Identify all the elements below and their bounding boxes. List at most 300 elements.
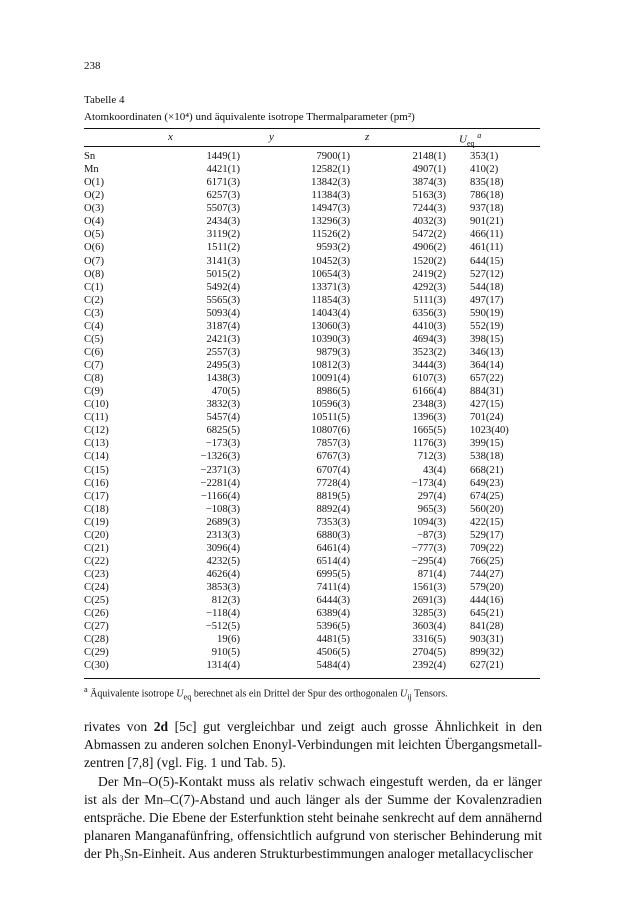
footnote-symbol2: U: [399, 688, 408, 700]
table-row: [84, 268, 540, 281]
ueq-cell-text: 529(17): [470, 529, 504, 541]
z-coordinate-cell-text: −295(4): [411, 555, 446, 567]
footnote-marker: a: [84, 685, 88, 694]
table-footnote: [84, 685, 448, 701]
y-coordinate-cell-text: 13296(3): [311, 216, 350, 228]
atom-label-cell-text: O(4): [84, 216, 105, 228]
y-coordinate-cell-text: 13371(3): [311, 281, 350, 293]
atom-label-cell-text: C(17): [84, 490, 109, 502]
atom-label-cell: [84, 633, 146, 646]
y-coordinate-cell-text: 6444(3): [316, 595, 350, 607]
atom-label-cell-text: C(13): [84, 438, 109, 450]
x-coordinate-cell-text: −108(3): [205, 503, 240, 515]
ueq-cell-text: 552(19): [470, 320, 504, 332]
y-coordinate-cell: [240, 150, 350, 163]
z-coordinate-cell: [350, 464, 446, 477]
ueq-cell-text: 644(15): [470, 255, 504, 267]
table-row: [84, 594, 540, 607]
x-coordinate-cell-text: 6171(3): [206, 177, 240, 189]
x-coordinate-cell: [146, 372, 240, 385]
atom-label-cell-text: C(15): [84, 464, 109, 476]
y-coordinate-cell-text: 8986(5): [316, 386, 350, 398]
atom-label-cell: [84, 359, 146, 372]
ueq-cell-text: 709(22): [470, 542, 504, 554]
z-coordinate-cell-text: 6166(4): [412, 386, 446, 398]
y-coordinate-cell: [240, 464, 350, 477]
z-coordinate-cell-text: 3523(2): [412, 346, 446, 358]
table-row: [84, 490, 540, 503]
z-coordinate-cell: [350, 542, 446, 555]
y-coordinate-cell-text: 4481(5): [316, 634, 350, 646]
z-coordinate-cell: [350, 424, 446, 437]
ueq-cell-text: 835(18): [470, 177, 504, 189]
ueq-cell-text: 497(17): [470, 294, 504, 306]
x-coordinate-cell: [146, 333, 240, 346]
z-coordinate-cell: [350, 581, 446, 594]
table-row: [84, 307, 540, 320]
atom-label-cell: [84, 398, 146, 411]
table-top-rule: [84, 128, 540, 129]
paragraph-2: Der Mn–O(5)-Kontakt muss als relativ schwach eingestuft werden, da er länger ist als der Mn–C(7)-Abstand und auch länger als der Summe der Kovalenzradien entspräche. Die Ebene der Esterfunktion steht beinahe senkrecht auf dem annähernd planaren Manganafünfring, offensichtlich aufgrund von sterischer Behinderung mit der Ph₃Sn-Einheit. Aus anderen Strukturbestimmungen analoger metallacyclischer: [84, 773, 542, 862]
table-row: [84, 607, 540, 620]
z-coordinate-cell: [350, 176, 446, 189]
table-row: [84, 241, 540, 254]
x-coordinate-cell: [146, 490, 240, 503]
y-coordinate-cell-text: 10596(3): [311, 399, 350, 411]
x-coordinate-cell: [146, 633, 240, 646]
y-coordinate-cell-text: 12582(1): [311, 164, 350, 176]
y-coordinate-cell: [240, 241, 350, 254]
x-coordinate-cell: [146, 320, 240, 333]
atom-label-cell-text: C(20): [84, 529, 109, 541]
x-coordinate-cell: [146, 607, 240, 620]
y-coordinate-cell-text: 10091(4): [311, 373, 350, 385]
z-coordinate-cell-text: −777(3): [411, 542, 446, 554]
x-coordinate-cell: [146, 437, 240, 450]
z-coordinate-cell: [350, 437, 446, 450]
ueq-cell-text: 560(20): [470, 503, 504, 515]
atom-label-cell: [84, 320, 146, 333]
table-row: [84, 202, 540, 215]
table-row: [84, 464, 540, 477]
ueq-cell: [446, 163, 540, 176]
y-coordinate-cell-text: 11526(2): [311, 229, 350, 241]
x-coordinate-cell-text: 5015(2): [206, 268, 240, 280]
atom-label-cell-text: C(22): [84, 555, 109, 567]
y-coordinate-cell: [240, 346, 350, 359]
x-coordinate-cell-text: −2371(3): [200, 464, 240, 476]
ueq-cell: [446, 215, 540, 228]
table-row: [84, 281, 540, 294]
atom-label-cell: [84, 581, 146, 594]
y-coordinate-cell: [240, 503, 350, 516]
ueq-cell-text: 538(18): [470, 451, 504, 463]
x-coordinate-cell-text: 19(6): [217, 634, 240, 646]
y-coordinate-cell-text: 6767(3): [316, 451, 350, 463]
ueq-cell-text: 461(11): [470, 242, 504, 254]
z-coordinate-cell: [350, 620, 446, 633]
ueq-cell: [446, 359, 540, 372]
z-coordinate-cell: [350, 398, 446, 411]
x-coordinate-cell: [146, 359, 240, 372]
y-coordinate-cell-text: 7728(4): [316, 477, 350, 489]
y-coordinate-cell-text: 7353(3): [316, 516, 350, 528]
ueq-cell: [446, 346, 540, 359]
y-coordinate-cell-text: 13060(3): [311, 320, 350, 332]
atom-label-cell: [84, 241, 146, 254]
y-coordinate-cell: [240, 333, 350, 346]
table-row: [84, 320, 540, 333]
table-header-rule: [84, 146, 540, 147]
footnote-symbol-sub: eq: [183, 692, 192, 702]
z-coordinate-cell-text: 1665(5): [412, 425, 446, 437]
z-coordinate-cell-text: 4410(3): [412, 320, 446, 332]
z-coordinate-cell: [350, 163, 446, 176]
table-row: [84, 176, 540, 189]
column-header-x: x: [168, 131, 173, 143]
z-coordinate-cell-text: 712(3): [417, 451, 446, 463]
x-coordinate-cell: [146, 450, 240, 463]
ueq-cell: [446, 568, 540, 581]
y-coordinate-cell: [240, 202, 350, 215]
z-coordinate-cell: [350, 281, 446, 294]
x-coordinate-cell: [146, 529, 240, 542]
ueq-cell: [446, 281, 540, 294]
y-coordinate-cell: [240, 281, 350, 294]
ueq-cell-text: 841(28): [470, 621, 504, 633]
y-coordinate-cell-text: 6880(3): [316, 529, 350, 541]
atom-label-cell: [84, 163, 146, 176]
ueq-cell: [446, 372, 540, 385]
z-coordinate-cell: [350, 372, 446, 385]
y-coordinate-cell-text: 7900(1): [316, 151, 350, 162]
x-coordinate-cell-text: 5565(3): [206, 294, 240, 306]
x-coordinate-cell: [146, 215, 240, 228]
footnote-text-after: Tensors.: [411, 688, 448, 700]
table-row: [84, 424, 540, 437]
z-coordinate-cell-text: 1561(3): [412, 582, 446, 594]
paragraph-1: [84, 718, 542, 773]
paragraph-1-part2: [5c] gut vergleichbar und zeigt auch grosse Ähnlichkeit in den Abmassen zu anderen solchen Enonyl-Verbindungen mit leichten Übergangsmetall-zentren [7,8] (vgl. Fig. 1 und Tab. 5).: [84, 719, 542, 771]
page-number: 238: [84, 60, 101, 72]
z-coordinate-cell: [350, 150, 446, 163]
x-coordinate-cell: [146, 241, 240, 254]
atom-label-cell-text: C(2): [84, 294, 104, 306]
z-coordinate-cell: [350, 411, 446, 424]
atom-label-cell-text: C(24): [84, 582, 109, 594]
x-coordinate-cell-text: 4421(1): [206, 164, 240, 176]
x-coordinate-cell: [146, 398, 240, 411]
z-coordinate-cell: [350, 529, 446, 542]
ueq-cell: [446, 228, 540, 241]
z-coordinate-cell: [350, 294, 446, 307]
atom-label-cell: [84, 372, 146, 385]
x-coordinate-cell: [146, 581, 240, 594]
x-coordinate-cell: [146, 228, 240, 241]
z-coordinate-cell-text: 7244(3): [412, 203, 446, 215]
atom-label-cell-text: C(19): [84, 516, 109, 528]
x-coordinate-cell: [146, 646, 240, 659]
table-row: [84, 437, 540, 450]
atom-label-cell: [84, 307, 146, 320]
ueq-cell: [446, 503, 540, 516]
atom-label-cell: [84, 450, 146, 463]
z-coordinate-cell: [350, 633, 446, 646]
x-coordinate-cell-text: 4232(5): [206, 555, 240, 567]
table-bottom-rule: [84, 678, 540, 679]
x-coordinate-cell: [146, 555, 240, 568]
x-coordinate-cell: [146, 503, 240, 516]
table-row: [84, 333, 540, 346]
x-coordinate-cell: [146, 281, 240, 294]
footnote-symbol2-sub: ij: [407, 692, 412, 702]
x-coordinate-cell-text: 2434(3): [206, 216, 240, 228]
y-coordinate-cell-text: 6514(4): [316, 555, 350, 567]
y-coordinate-cell: [240, 542, 350, 555]
z-coordinate-cell: [350, 450, 446, 463]
x-coordinate-cell-text: 6257(3): [206, 190, 240, 202]
z-coordinate-cell-text: −87(3): [417, 529, 446, 541]
y-coordinate-cell: [240, 490, 350, 503]
table-row: [84, 503, 540, 516]
ueq-cell: [446, 189, 540, 202]
ueq-cell-text: 1023(40): [470, 425, 509, 437]
ueq-cell-text: 884(31): [470, 386, 504, 398]
ueq-cell-text: 544(18): [470, 281, 504, 293]
ueq-cell: [446, 176, 540, 189]
table-row: [84, 346, 540, 359]
ueq-cell-text: 766(25): [470, 555, 504, 567]
ueq-subscript: eq: [466, 138, 475, 148]
atom-label-cell-text: C(21): [84, 542, 109, 554]
y-coordinate-cell: [240, 228, 350, 241]
atom-label-cell: [84, 202, 146, 215]
atom-label-cell: [84, 281, 146, 294]
y-coordinate-cell-text: 8819(5): [316, 490, 350, 502]
x-coordinate-cell: [146, 255, 240, 268]
x-coordinate-cell-text: 1438(3): [206, 373, 240, 385]
ueq-cell-text: 353(1): [470, 151, 499, 162]
y-coordinate-cell-text: 7411(4): [316, 582, 350, 594]
z-coordinate-cell-text: 1094(3): [412, 516, 446, 528]
x-coordinate-cell-text: 5507(3): [206, 203, 240, 215]
table-row: [84, 385, 540, 398]
x-coordinate-cell: [146, 477, 240, 490]
y-coordinate-cell-text: 10654(3): [311, 268, 350, 280]
atom-label-cell-text: Mn: [84, 164, 99, 176]
x-coordinate-cell-text: 4626(4): [206, 569, 240, 580]
atom-label-cell-text: C(8): [84, 373, 104, 385]
y-coordinate-cell-text: 5484(4): [316, 660, 350, 672]
z-coordinate-cell-text: 6356(3): [412, 307, 446, 319]
ueq-cell: [446, 411, 540, 424]
y-coordinate-cell: [240, 516, 350, 529]
y-coordinate-cell: [240, 372, 350, 385]
y-coordinate-cell: [240, 176, 350, 189]
x-coordinate-cell-text: 1314(4): [206, 660, 240, 672]
y-coordinate-cell-text: 14043(4): [311, 307, 350, 319]
y-coordinate-cell: [240, 555, 350, 568]
y-coordinate-cell-text: 10807(6): [311, 425, 350, 437]
table-row: [84, 215, 540, 228]
x-coordinate-cell-text: −1326(3): [200, 451, 240, 463]
atom-label-cell: [84, 568, 146, 581]
atom-label-cell-text: C(10): [84, 399, 109, 411]
atom-label-cell: [84, 215, 146, 228]
z-coordinate-cell-text: 2392(4): [412, 660, 446, 672]
x-coordinate-cell-text: 3832(3): [206, 399, 240, 411]
z-coordinate-cell-text: 3874(3): [412, 177, 446, 189]
atom-label-cell-text: C(14): [84, 451, 109, 463]
z-coordinate-cell: [350, 359, 446, 372]
y-coordinate-cell: [240, 268, 350, 281]
atom-label-cell-text: C(7): [84, 360, 104, 371]
table-row: [84, 411, 540, 424]
ueq-cell: [446, 398, 540, 411]
x-coordinate-cell: [146, 163, 240, 176]
ueq-cell-text: 527(12): [470, 268, 504, 280]
z-coordinate-cell: [350, 594, 446, 607]
x-coordinate-cell-text: 812(3): [211, 595, 240, 607]
ueq-cell-text: 399(15): [470, 438, 504, 450]
ueq-cell: [446, 385, 540, 398]
y-coordinate-cell: [240, 307, 350, 320]
x-coordinate-cell-text: −118(4): [206, 608, 240, 620]
x-coordinate-cell-text: 3187(4): [206, 320, 240, 332]
ueq-cell-text: 427(15): [470, 399, 504, 411]
y-coordinate-cell-text: 5396(5): [316, 621, 350, 633]
table-row: [84, 398, 540, 411]
atom-label-cell: [84, 659, 146, 672]
ueq-cell-text: 590(19): [470, 307, 504, 319]
y-coordinate-cell-text: 10511(5): [311, 412, 350, 424]
x-coordinate-cell: [146, 659, 240, 672]
ueq-cell: [446, 268, 540, 281]
z-coordinate-cell-text: 4907(1): [412, 164, 446, 176]
x-coordinate-cell-text: 6825(5): [206, 425, 240, 437]
atom-label-cell-text: O(8): [84, 268, 105, 280]
ueq-cell-text: 674(25): [470, 490, 504, 502]
atom-label-cell: [84, 255, 146, 268]
z-coordinate-cell-text: 43(4): [423, 464, 446, 476]
y-coordinate-cell-text: 6707(4): [316, 464, 350, 476]
x-coordinate-cell: [146, 620, 240, 633]
x-coordinate-cell: [146, 268, 240, 281]
ueq-cell: [446, 646, 540, 659]
x-coordinate-cell: [146, 542, 240, 555]
z-coordinate-cell-text: 1396(3): [412, 412, 446, 424]
ueq-cell-text: 398(15): [470, 333, 504, 345]
atom-label-cell: [84, 150, 146, 163]
atom-label-cell-text: C(1): [84, 281, 104, 293]
ueq-cell-text: 657(22): [470, 373, 504, 385]
z-coordinate-cell-text: 2704(5): [412, 647, 446, 659]
y-coordinate-cell: [240, 437, 350, 450]
atom-label-cell: [84, 411, 146, 424]
table-row: [84, 359, 540, 372]
ueq-cell: [446, 255, 540, 268]
table-row: [84, 529, 540, 542]
ueq-cell: [446, 241, 540, 254]
atom-label-cell: [84, 268, 146, 281]
x-coordinate-cell: [146, 516, 240, 529]
column-header-y: y: [269, 131, 274, 143]
z-coordinate-cell: [350, 568, 446, 581]
y-coordinate-cell-text: 13842(3): [311, 177, 350, 189]
z-coordinate-cell-text: 6107(3): [412, 373, 446, 385]
x-coordinate-cell: [146, 411, 240, 424]
z-coordinate-cell-text: 871(4): [417, 569, 446, 580]
x-coordinate-cell-text: −173(3): [205, 438, 240, 450]
z-coordinate-cell: [350, 268, 446, 281]
x-coordinate-cell-text: 5093(4): [206, 307, 240, 319]
atom-label-cell-text: Sn: [84, 151, 96, 162]
z-coordinate-cell: [350, 516, 446, 529]
x-coordinate-cell-text: 3119(2): [206, 229, 240, 241]
atom-label-cell-text: C(27): [84, 621, 109, 633]
y-coordinate-cell: [240, 450, 350, 463]
x-coordinate-cell: [146, 150, 240, 163]
z-coordinate-cell-text: 2419(2): [412, 268, 446, 280]
z-coordinate-cell: [350, 228, 446, 241]
ueq-cell: [446, 555, 540, 568]
y-coordinate-cell-text: 6461(4): [316, 542, 350, 554]
x-coordinate-cell-text: 3141(3): [206, 255, 240, 267]
z-coordinate-cell-text: 3316(5): [412, 634, 446, 646]
z-coordinate-cell-text: 5163(3): [412, 190, 446, 202]
atom-label-cell: [84, 607, 146, 620]
table-row: [84, 633, 540, 646]
atom-label-cell: [84, 516, 146, 529]
y-coordinate-cell: [240, 633, 350, 646]
atom-label-cell-text: C(6): [84, 346, 104, 358]
z-coordinate-cell: [350, 490, 446, 503]
atom-label-cell: [84, 477, 146, 490]
ueq-cell-text: 627(21): [470, 660, 504, 672]
z-coordinate-cell: [350, 503, 446, 516]
y-coordinate-cell-text: 11854(3): [311, 294, 350, 306]
ueq-cell-text: 744(27): [470, 569, 504, 580]
table-row: [84, 620, 540, 633]
ueq-cell-text: 422(15): [470, 516, 504, 528]
y-coordinate-cell: [240, 255, 350, 268]
atom-label-cell: [84, 646, 146, 659]
x-coordinate-cell-text: 2557(3): [206, 346, 240, 358]
atom-label-cell: [84, 333, 146, 346]
x-coordinate-cell-text: 2313(3): [206, 529, 240, 541]
y-coordinate-cell-text: 11384(3): [311, 190, 350, 202]
x-coordinate-cell: [146, 385, 240, 398]
y-coordinate-cell-text: 14947(3): [311, 203, 350, 215]
table-row: [84, 450, 540, 463]
table-row: [84, 163, 540, 176]
ueq-symbol: U: [459, 133, 467, 146]
y-coordinate-cell: [240, 424, 350, 437]
table-row: [84, 150, 540, 163]
atom-label-cell-text: O(5): [84, 229, 105, 241]
atom-label-cell: [84, 437, 146, 450]
ueq-cell-text: 937(18): [470, 203, 504, 215]
z-coordinate-cell-text: 5472(2): [412, 229, 446, 241]
ueq-cell-text: 410(2): [470, 164, 499, 176]
z-coordinate-cell-text: 4032(3): [412, 216, 446, 228]
x-coordinate-cell: [146, 307, 240, 320]
x-coordinate-cell-text: −2281(4): [200, 477, 240, 489]
z-coordinate-cell-text: 4906(2): [412, 242, 446, 254]
z-coordinate-cell: [350, 555, 446, 568]
table-row: [84, 581, 540, 594]
y-coordinate-cell-text: 4506(5): [316, 647, 350, 659]
